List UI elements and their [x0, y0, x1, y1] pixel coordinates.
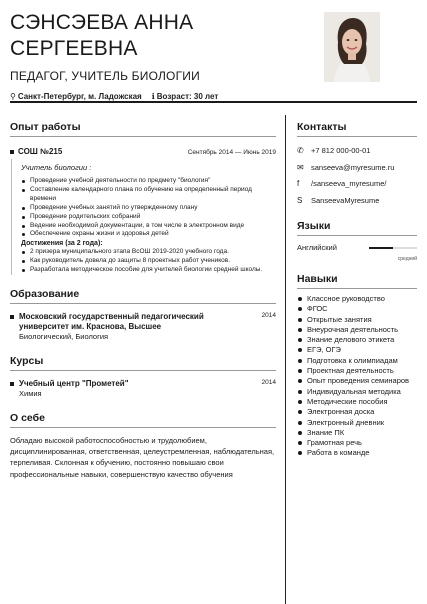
age-label: Возраст: — [156, 92, 192, 101]
achievements-title: Достижения (за 2 года): — [21, 240, 103, 248]
duty-item: Проведение учебной деятельности по предмету "биология" — [21, 177, 276, 186]
duty-item: Проведение родительских собраний — [21, 213, 276, 222]
job-role: Учитель биологии : — [21, 163, 92, 172]
language-level-fill — [369, 247, 393, 249]
square-bullet-icon — [10, 315, 14, 319]
skill-item: Знание делового этикета — [297, 335, 417, 345]
course-org — [10, 379, 129, 389]
location-text: Санкт-Петербург, м. Ладожская — [17, 92, 142, 101]
skill-item: Методические пособия — [297, 397, 417, 407]
personal-meta — [10, 92, 310, 101]
mail-icon: ✉ — [297, 162, 304, 172]
name-line-2: СЕРГЕЕВНА — [10, 37, 138, 60]
language-name: Английский — [297, 243, 337, 252]
contact-facebook-text: /sanseeva_myresume/ — [311, 179, 387, 188]
skill-item: Внеурочная деятельность — [297, 325, 417, 335]
duty-item: Составление календарного плана по обучению на определенный период времени — [21, 186, 276, 204]
contact-skype-text: SanseevaMyresume — [311, 195, 380, 205]
contact-facebook[interactable] — [297, 176, 417, 193]
course-org-name: Учебный центр "Прометей" — [19, 379, 129, 389]
about-text: Обладаю высокой работоспособностью и трудолюбием, дисциплинированная, ответственная, целеустремленная, наблюдательная, терпеливая. Склонная к обучению, постоянно повышаю свои профессиональные навыки, совершенствую качество обучения — [10, 436, 275, 479]
skype-icon: S — [297, 195, 303, 205]
header-divider — [10, 101, 417, 103]
square-bullet-icon — [10, 150, 14, 154]
experience-title: Опыт работы — [10, 120, 276, 137]
skill-item: Электронная доска — [297, 407, 417, 417]
contact-phone[interactable] — [297, 143, 417, 160]
job-header — [10, 147, 276, 156]
job-position: ПЕДАГОГ, УЧИТЕЛЬ БИОЛОГИИ — [10, 69, 200, 83]
skill-item: Классное руководство — [297, 294, 417, 304]
education-org — [10, 312, 239, 332]
achievement-item: Как руководитель довела до защиты 8 проектных работ учеников. — [21, 257, 276, 266]
courses-title: Курсы — [10, 354, 276, 371]
full-name — [10, 10, 310, 62]
skill-item: Работа в команде — [297, 448, 417, 458]
location — [10, 92, 142, 101]
skill-item: Электронный дневник — [297, 418, 417, 428]
duty-item: Ведение необходимой документации, в том числе в электронном виде — [21, 222, 276, 231]
skill-item: Опыт проведения семинаров — [297, 376, 417, 386]
about-section — [10, 411, 276, 480]
education-title: Образование — [10, 287, 276, 304]
language-item — [297, 243, 417, 252]
job-details — [11, 159, 276, 275]
contacts-section — [297, 120, 417, 209]
skill-item: Открытые занятия — [297, 315, 417, 325]
achievements-list — [21, 248, 276, 275]
duties-list — [21, 177, 276, 239]
square-bullet-icon — [10, 382, 14, 386]
courses-section — [10, 354, 276, 399]
column-divider — [285, 115, 286, 604]
experience-section — [10, 120, 276, 275]
job-dates: Сентябрь 2014 — Июнь 2019 — [187, 148, 276, 156]
education-org-name: Московский государственный педагогический университет им. Краснова, Высшее — [19, 312, 204, 332]
language-level-bar — [369, 247, 417, 249]
skill-item: Подготовка к олимпиадам — [297, 356, 417, 366]
profile-photo-image — [324, 12, 380, 82]
about-title: О себе — [10, 411, 276, 428]
job-org — [10, 147, 62, 156]
language-level-text: средний — [397, 256, 417, 262]
contacts-title: Контакты — [297, 120, 417, 137]
achievement-item: Разработала методическое пособие для учителей биологии средней школы. — [21, 266, 276, 275]
skill-item: ФГОС — [297, 304, 417, 314]
duty-item: Проведение учебных занятий по утвержденному плану — [21, 204, 276, 213]
contact-skype[interactable] — [297, 193, 417, 210]
info-icon: ℹ — [151, 92, 155, 101]
course-field: Химия — [19, 389, 42, 399]
skill-item: Грамотная речь — [297, 438, 417, 448]
languages-title: Языки — [297, 219, 417, 236]
contact-email-text: sanseeva@myresume.ru — [311, 162, 395, 172]
skill-item: ЕГЭ, ОГЭ — [297, 345, 417, 355]
course-year: 2014 — [261, 379, 276, 387]
right-column — [297, 120, 417, 459]
education-year: 2014 — [261, 312, 276, 320]
age — [152, 92, 219, 101]
job-org-name: СОШ №215 — [18, 147, 63, 156]
education-entry — [10, 312, 276, 332]
languages-section — [297, 219, 417, 262]
contact-email[interactable] — [297, 160, 417, 177]
skill-item: Индивидуальная методика — [297, 387, 417, 397]
left-column — [10, 120, 276, 480]
facebook-icon: f — [297, 179, 300, 188]
skills-section — [297, 272, 417, 459]
course-entry — [10, 379, 276, 389]
education-section — [10, 287, 276, 342]
name-line-1: СЭНСЭЕВА АННА — [10, 11, 194, 34]
skills-list — [297, 294, 417, 459]
education-field: Биологический, Биология — [19, 332, 109, 342]
location-pin-icon: ⚲ — [10, 92, 16, 101]
contacts-list — [297, 143, 417, 209]
skills-title: Навыки — [297, 272, 417, 289]
skill-item: Знание ПК — [297, 428, 417, 438]
contact-phone-text: +7 812 000-00-01 — [311, 146, 371, 155]
duty-item: Обеспечение охраны жизни и здоровья детей — [21, 230, 276, 239]
phone-icon: ✆ — [297, 146, 304, 155]
skill-item: Проектная деятельность — [297, 366, 417, 376]
achievement-item: 2 призера муниципального этапа ВсОШ 2019-2020 учебного года. — [21, 248, 276, 257]
resume-header — [10, 10, 310, 101]
profile-photo — [324, 12, 380, 82]
age-value: 30 лет — [193, 92, 219, 101]
